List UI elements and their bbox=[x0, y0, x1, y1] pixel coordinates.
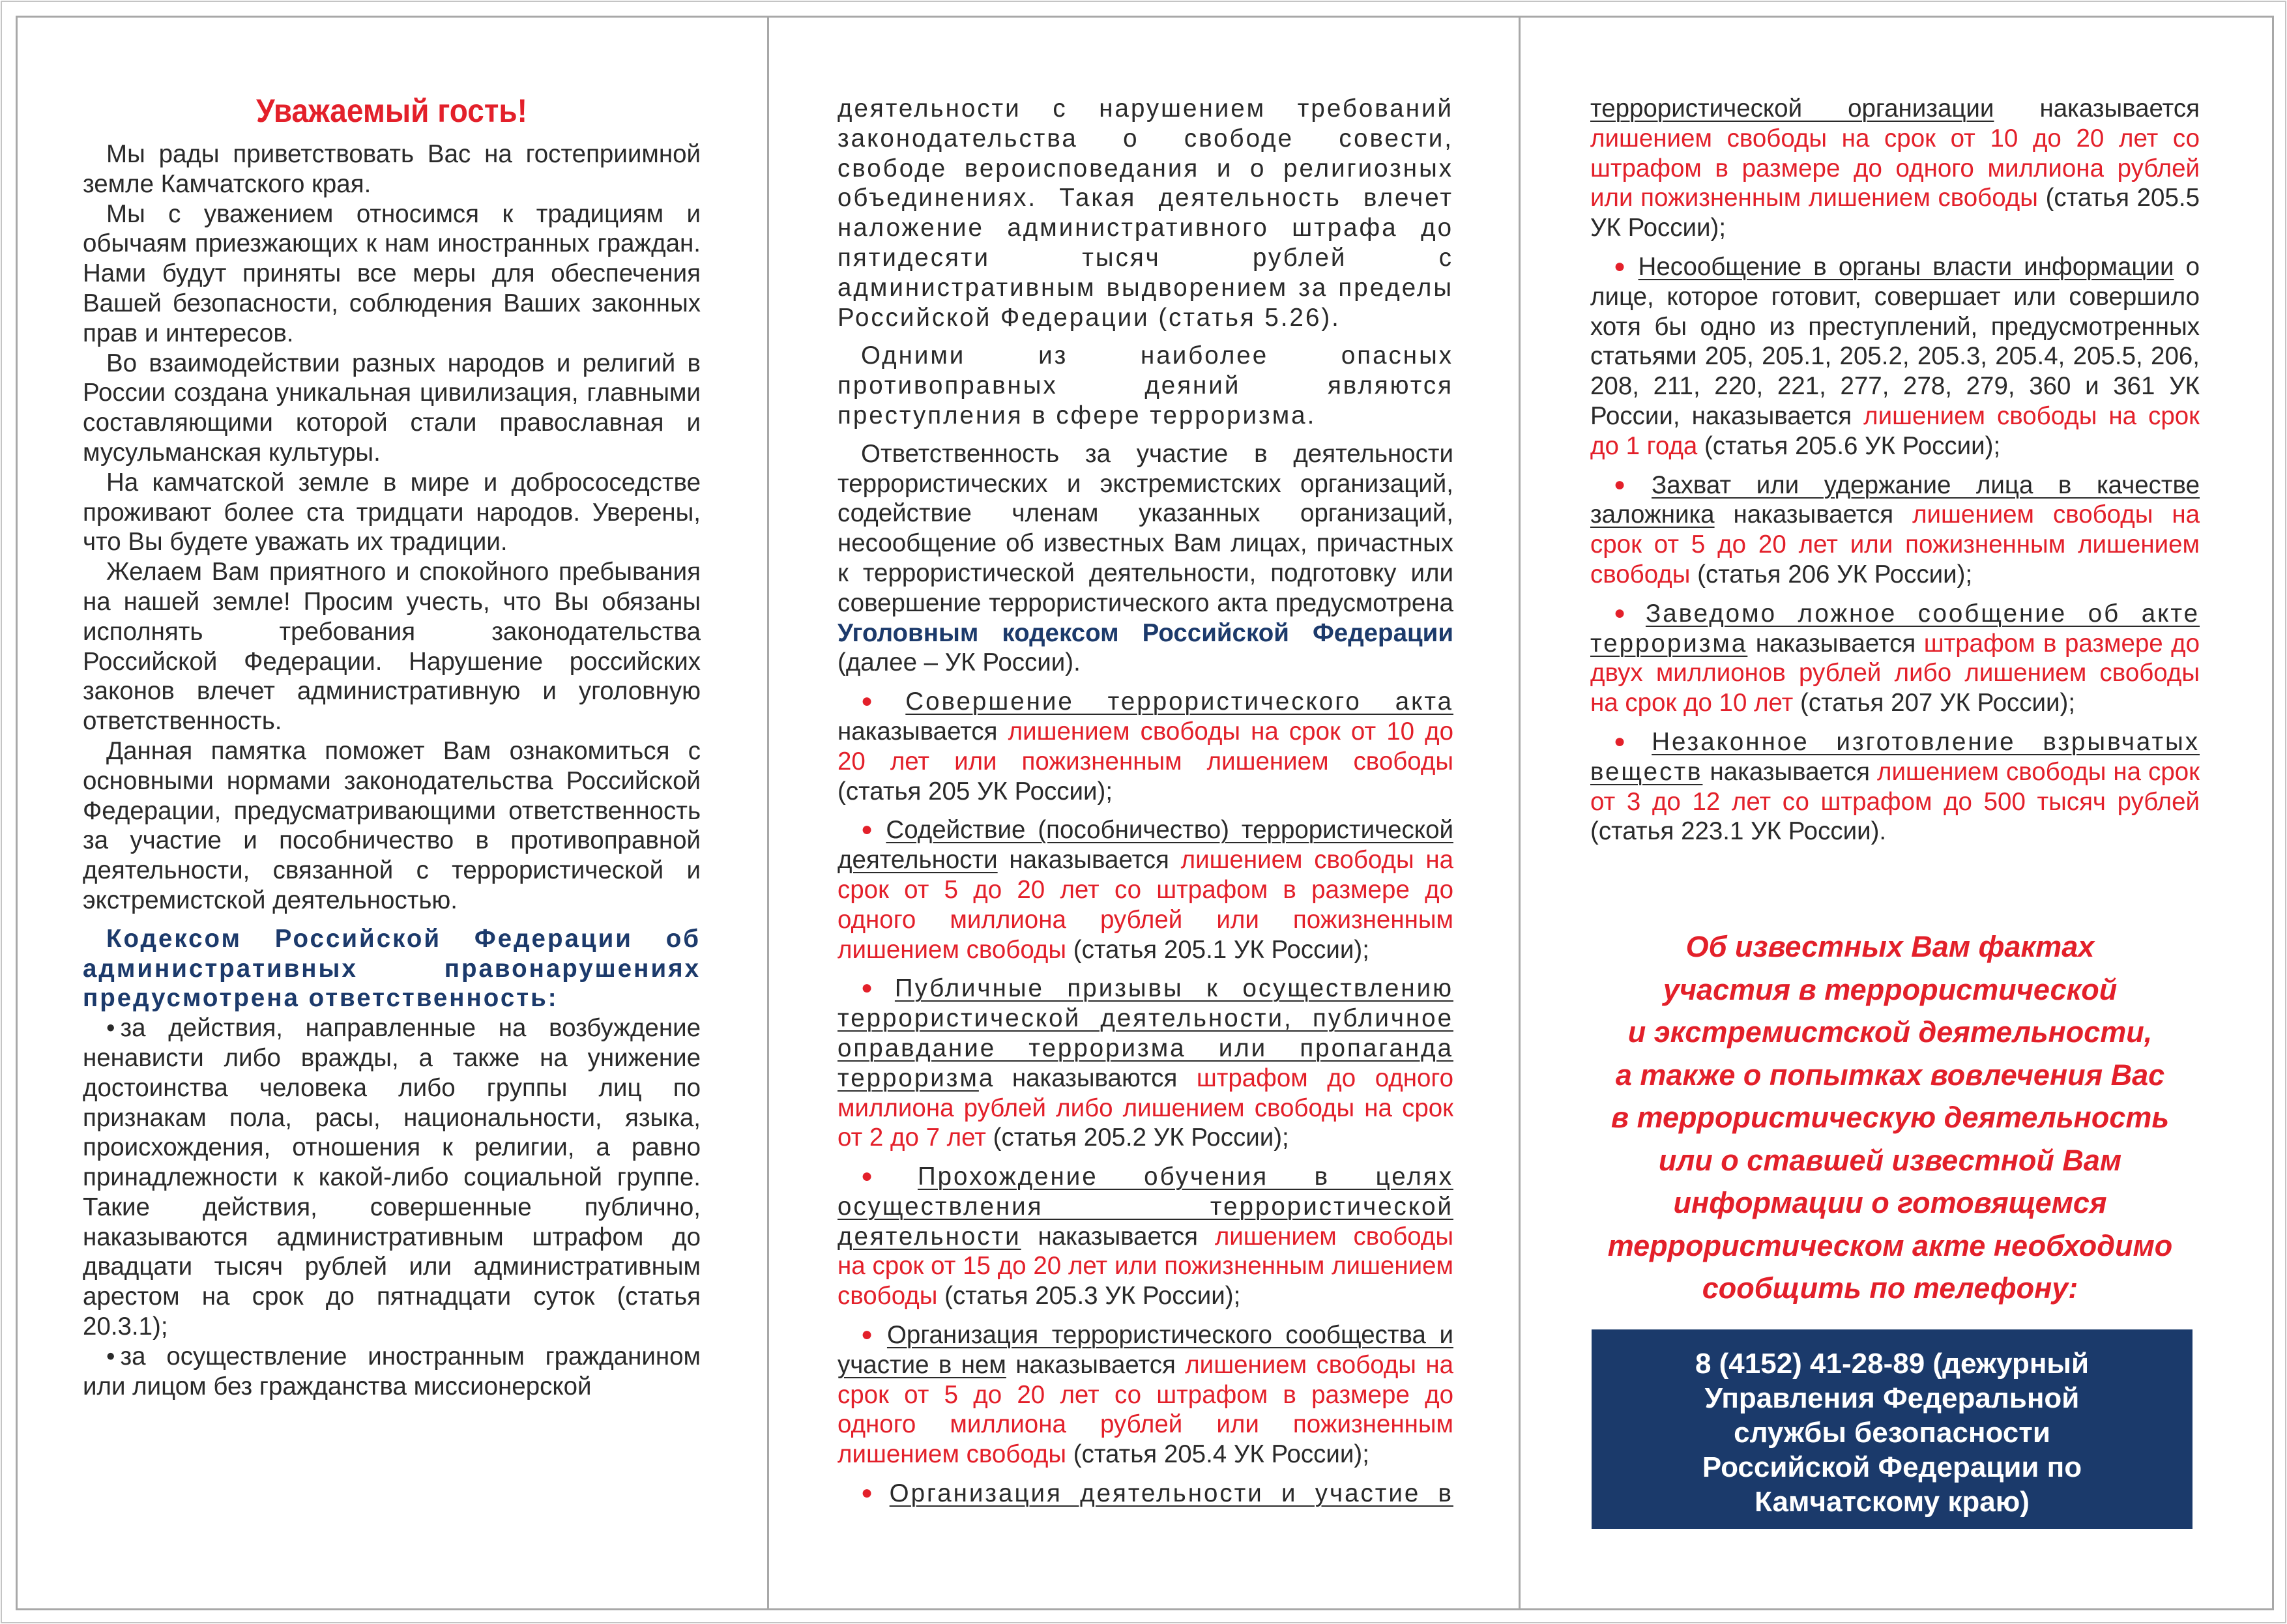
appeal-line: информации о готовящемся bbox=[1673, 1186, 2107, 1219]
bullet-icon: ● bbox=[861, 1482, 882, 1504]
fsb-phone-box bbox=[1592, 1329, 2192, 1529]
offense-title-tail: а bbox=[978, 1064, 993, 1092]
offense-penalty: лишением свободы на срок от 5 до 20 лет или пожизненным лишением свободы bbox=[1590, 500, 2200, 588]
offense-article: (статья 205.4 УК России); bbox=[1073, 1440, 1369, 1469]
bullet-icon: ● bbox=[1614, 473, 1644, 495]
appeal-line: а также о попытках вовлечения Вас bbox=[1615, 1058, 2165, 1092]
offense-verb: наказывается bbox=[1038, 1222, 1199, 1251]
offense-title: террористической организации bbox=[1590, 94, 1994, 123]
offense-article: (статья 206 УК России); bbox=[1697, 560, 1973, 588]
appeal-line: и экстремистской деятельности, bbox=[1627, 1015, 2153, 1049]
offense-verb: наказывается bbox=[1009, 846, 1169, 875]
offense-verb: наказывается bbox=[1015, 1350, 1176, 1379]
offense-title: Организация деятельности и участие в bbox=[889, 1479, 1453, 1508]
phone-box-line: Управления Федеральной bbox=[1704, 1382, 2080, 1414]
appeal-line: в террористическую деятельность bbox=[1610, 1101, 2170, 1134]
offense-title: Прохождение обучения в целях осуществления террористической деятельности bbox=[838, 1163, 1453, 1251]
intro-paragraph: Мы с уважением относимся к традициям и обычаям приезжающих к нам иностранных граждан. Нами будут приняты все меры для обеспечения Вашей безопасности, соблюдения Ваших законных прав и интересов. bbox=[83, 199, 701, 347]
offense-verb: наказывается bbox=[838, 717, 998, 746]
offense-item bbox=[838, 815, 1453, 964]
offense-verb: наказывается bbox=[1733, 500, 1894, 529]
offense-verb: наказывается bbox=[2039, 94, 2200, 123]
offense-penalty: лишением свободы на срок от 5 до 20 лет со штрафом в размере до одного миллиона рублей или пожизненным лишением свободы bbox=[838, 1350, 1454, 1469]
intro-paragraph: Желаем Вам приятного и спокойного пребывания на нашей земле! Просим учесть, что Вы обязаны исполнять требования законодательства Российской Федерации. Нарушение российских законов влечет административную и уголовную ответственность. bbox=[83, 558, 701, 736]
offense-penalty: штрафом в размере до двух миллионов рублей либо лишением свободы на срок до 10 лет bbox=[1590, 629, 2200, 718]
offense-title: Захват или удержание лица в качестве заложника bbox=[1590, 471, 2200, 529]
phone-number-line: 8 (4152) 41-28-89 (дежурный bbox=[1695, 1348, 2090, 1380]
bullet-icon: ● bbox=[861, 819, 879, 841]
intro-paragraph: Данная памятка поможет Вам ознакомиться с основными нормами законодательства Российской Федерации, предусматривающими ответственность за участие и пособничество в противоправной деятельности, связанной с террористической и экстремистской деятельностью. bbox=[83, 736, 701, 914]
bullet-icon: ● bbox=[1614, 730, 1644, 752]
offense-article: (статья 205 УК России); bbox=[838, 777, 1113, 805]
offense-verb: наказываются bbox=[1012, 1064, 1178, 1092]
responsibility-intro: Ответственность за участие в деятельности террористических и экстремистских организаций, содействие членам указанных организаций, несообщение об известных Вам лицах, причастных к террористической деятельности, подготовку или совершение террористического акта предусмотрена bbox=[838, 439, 1453, 617]
offense-title: Содействие (пособничество) террористической деятельности bbox=[838, 816, 1453, 875]
offense-item bbox=[838, 686, 1453, 806]
koap-item-text: за действия, направленные на возбуждение ненависти либо вражды, а также на унижение достоинства человека либо группы лиц по признакам пола, расы, национальности, языка, происхождения, отношения к религии, а равно принадлежности к какой-либо социальной группе. Такие действия, совершенные публично, наказываются административным штрафом до двадцати тысяч рублей или административным арестом на срок до пятнадцати суток (статья 20.3.1); bbox=[83, 1014, 701, 1341]
offense-item bbox=[1590, 252, 2200, 461]
offense-item bbox=[1590, 94, 2200, 243]
offense-penalty: лишением свободы на срок от 10 до 20 лет со штрафом в размере до одного миллиона рублей или пожизненным лишением свободы bbox=[1590, 124, 2200, 212]
appeal-line: участия в террористической bbox=[1663, 972, 2118, 1006]
offense-penalty: штрафом до одного миллиона рублей либо лишением свободы на срок от 2 до 7 лет bbox=[838, 1064, 1454, 1152]
offense-penalty: лишением свободы на срок от 15 до 20 лет или пожизненным лишением свободы bbox=[838, 1222, 1453, 1311]
offense-body: о лице, которое готовит, совершает или совершило хотя бы одно из преступлений, предусмотренных статьями 205, 205.1, 205.2, 205.3, 205.4, 205.5, 206, 208, 211, 220, 221, 277, 278, 279, 360 и 361 УК России, наказывается bbox=[1590, 252, 2200, 430]
phone-box-line: службы безопасности bbox=[1734, 1417, 2050, 1449]
offense-verb: наказывается bbox=[1755, 629, 1916, 658]
offense-title: Организация террористического сообщества и участие в нем bbox=[838, 1321, 1453, 1379]
bullet-icon: • bbox=[106, 1014, 115, 1043]
offense-title: Совершение террористического акта bbox=[905, 688, 1453, 716]
greeting-title: Уважаемый гость! bbox=[256, 93, 527, 129]
offense-item bbox=[838, 1161, 1453, 1311]
offense-penalty: лишением свободы на срок от 3 до 12 лет со штрафом до 500 тысяч рублей bbox=[1590, 757, 2200, 816]
bullet-icon: ● bbox=[861, 1324, 879, 1346]
offense-article: (статья 205.6 УК России); bbox=[1704, 431, 2001, 460]
offense-title: Заведомо ложное сообщение об акте терроризма bbox=[1590, 599, 2200, 658]
intro-paragraph: Мы рады приветствовать Вас на гостеприимной земле Камчатского края. bbox=[83, 140, 701, 198]
koap-item bbox=[83, 1342, 701, 1402]
offense-article: (статья 205.5 УК России); bbox=[1590, 184, 2200, 242]
koap-heading: Кодексом Российской Федерации об административных правонарушениях предусмотрена ответственность: bbox=[83, 924, 701, 1013]
bullet-icon: ● bbox=[861, 690, 898, 712]
offense-verb: наказывается bbox=[1710, 757, 1870, 786]
offense-title: Публичные призывы к осуществлению террористической деятельности, публичное оправдание терроризма или пропаганда терроризм bbox=[838, 974, 1453, 1092]
appeal-line: Об известных Вам фактах bbox=[1685, 930, 2095, 963]
koap-item-text: за осуществление иностранным гражданином или лицом без гражданства миссионерской bbox=[83, 1342, 701, 1400]
appeal-line: или о ставшей известной Вам bbox=[1658, 1143, 2122, 1177]
intro-paragraph: Во взаимодействии разных народов и религий в России создана уникальная цивилизация, главными составляющими которой стали православная и мусульманская культуры. bbox=[83, 349, 701, 467]
fold-divider-left bbox=[767, 16, 769, 1608]
offense-item bbox=[1590, 470, 2200, 590]
left-panel bbox=[83, 91, 701, 1401]
right-panel bbox=[1590, 94, 2200, 847]
offense-penalty: лишением свободы на срок до 1 года bbox=[1590, 401, 2200, 460]
offense-item bbox=[838, 973, 1453, 1153]
offense-article: (статья 205.3 УК России); bbox=[944, 1282, 1241, 1311]
bullet-icon: ● bbox=[1614, 255, 1631, 277]
appeal-line: сообщить по телефону: bbox=[1702, 1271, 2078, 1305]
bullet-icon: ● bbox=[861, 1165, 910, 1187]
appeal-line: террористическом акте необходимо bbox=[1607, 1228, 2173, 1262]
fold-divider-right bbox=[1519, 16, 1521, 1608]
responsibility-tail: (далее – УК России). bbox=[838, 648, 1081, 677]
intro-paragraph: На камчатской земле в мире и добрососедстве проживают более ста тридцати народов. Уверены, что Вы будете уважать их традиции. bbox=[83, 468, 701, 557]
offense-title: Несообщение в органы власти информации bbox=[1638, 252, 2174, 281]
offense-item bbox=[1590, 727, 2200, 847]
phone-box-line: Российской Федерации по bbox=[1702, 1451, 2082, 1483]
phone-box-line: Камчатскому краю) bbox=[1755, 1486, 2030, 1518]
offense-article: (статья 205.1 УК России); bbox=[1073, 935, 1369, 964]
offense-item bbox=[1590, 598, 2200, 718]
offense-title: Незаконное изготовление взрывчатых веществ bbox=[1590, 727, 2200, 786]
offense-article: (статья 205.2 УК России); bbox=[993, 1124, 1289, 1152]
middle-panel bbox=[838, 94, 1453, 1509]
continuation-paragraph: деятельности с нарушением требований законодательства о свободе совести, свободе вероисповедания и о религиозных объединениях. Такая деятельность влечет наложение административного штрафа до пятидесяти тысяч рублей с административным выдворением за пределы Российской Федерации (статья 5.26). bbox=[838, 94, 1453, 332]
bullet-icon: ● bbox=[861, 977, 887, 999]
bullet-icon: ● bbox=[1614, 602, 1638, 624]
criminal-code-name: Уголовным кодексом Российской Федерации bbox=[838, 618, 1453, 647]
report-appeal bbox=[1577, 925, 2203, 1310]
koap-item bbox=[83, 1013, 701, 1342]
offense-penalty: лишением свободы на срок от 10 до 20 лет или пожизненным лишением свободы bbox=[838, 717, 1453, 776]
offense-article: (статья 207 УК России); bbox=[1800, 689, 2076, 718]
offense-article: (статья 223.1 УК России). bbox=[1590, 817, 1887, 846]
offense-item bbox=[838, 1478, 1453, 1509]
bullet-icon: • bbox=[106, 1342, 115, 1370]
offense-penalty: лишением свободы на срок от 5 до 20 лет со штрафом в размере до одного миллиона рублей или пожизненным лишением свободы bbox=[838, 846, 1454, 964]
offense-item bbox=[838, 1320, 1453, 1470]
dangerous-acts-paragraph: Одними из наиболее опасных противоправных деяний являются преступления в сфере терроризма. bbox=[838, 341, 1453, 429]
responsibility-paragraph bbox=[838, 439, 1453, 678]
